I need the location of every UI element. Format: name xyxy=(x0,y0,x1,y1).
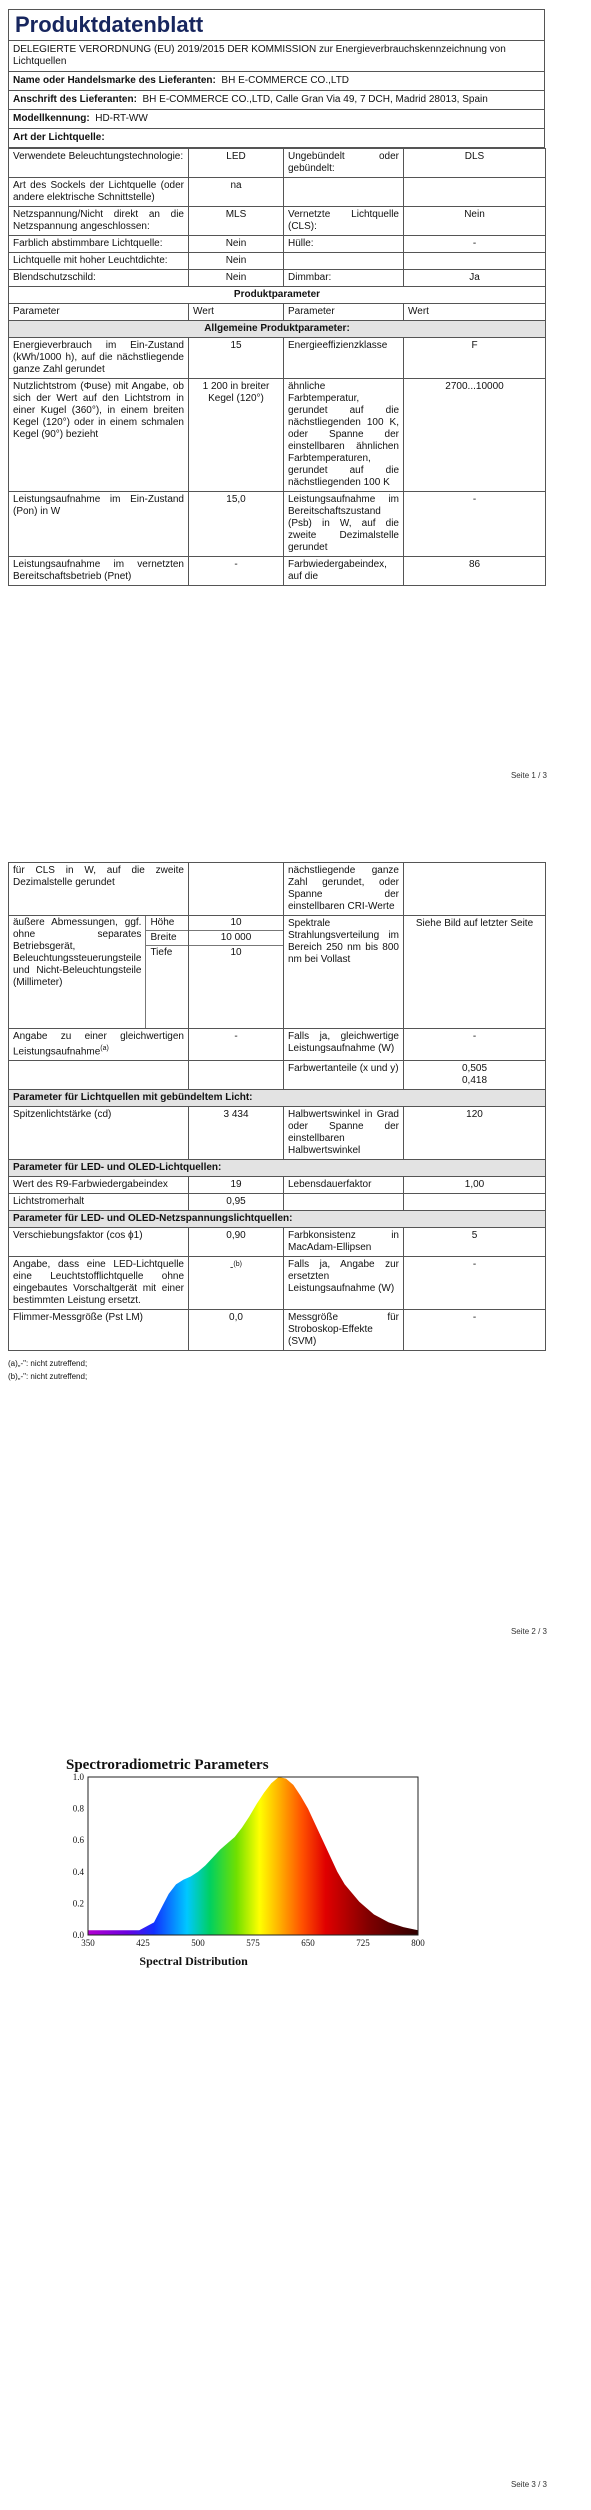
y-axis xyxy=(73,1772,85,1940)
page-1 xyxy=(0,0,591,780)
table-row xyxy=(9,287,546,304)
model-id: HD-RT-WW xyxy=(95,113,148,124)
param-label: Energieverbrauch im Ein-Zustand (kWh/1000 h), auf die nächstliegende ganze Zahl gerundet xyxy=(9,338,189,379)
light-source-type-heading: Art der Lichtquelle: xyxy=(8,129,545,148)
table-row xyxy=(9,178,546,207)
table-row xyxy=(9,1257,546,1310)
param-value: 0,95 xyxy=(189,1194,284,1211)
param-value: Nein xyxy=(189,236,284,253)
param-value: Ja xyxy=(404,270,546,287)
table-row xyxy=(9,863,546,916)
param-label: Lichtquelle mit hoher Leuchtdichte: xyxy=(9,253,189,270)
table-row xyxy=(9,338,546,379)
param-label: Blendschutzschild: xyxy=(9,270,189,287)
supplier-name-label: Name oder Handelsmarke des Lieferanten: xyxy=(13,75,216,86)
spectrum-area xyxy=(88,1777,418,1935)
param-label: Vernetzte Lichtquelle (CLS): xyxy=(284,207,404,236)
table-row xyxy=(9,207,546,236)
column-header: Parameter xyxy=(9,304,189,321)
chart-title: Spectroradiometric Parameters xyxy=(66,1757,269,1773)
led-heading: Parameter für LED- und OLED-Lichtquellen: xyxy=(9,1160,546,1177)
x-tick-label: 425 xyxy=(136,1938,150,1948)
y-tick-label: 0.8 xyxy=(72,1803,84,1814)
param-label: Angabe, dass eine LED-Lichtquelle eine Leuchtstofflichtquelle ohne eingebautes Vorschaltgerät mit einer bestimmten Leistung ersetzt. xyxy=(9,1257,189,1310)
dimension-value: 10 xyxy=(189,916,283,931)
directional-heading: Parameter für Lichtquellen mit gebündeltem Licht: xyxy=(9,1090,546,1107)
param-label: Netzspannung/Nicht direkt an die Netzspannung angeschlossen: xyxy=(9,207,189,236)
param-value: - xyxy=(404,1257,546,1310)
param-label: Wert des R9-Farbwiedergabeindex xyxy=(9,1177,189,1194)
supplier-address-row xyxy=(8,91,545,110)
param-label: nächstliegende ganze Zahl gerundet, oder Spanne der einstellbaren CRI-Werte xyxy=(284,863,404,916)
y-tick-label: 0.2 xyxy=(72,1898,84,1909)
dimensions-values xyxy=(189,916,283,1028)
address-label: Anschrift des Lieferanten: xyxy=(13,94,137,105)
param-value: Siehe Bild auf letzter Seite xyxy=(404,916,546,1029)
param-value: 15 xyxy=(189,338,284,379)
table-row xyxy=(9,149,546,178)
spectral-chart-svg xyxy=(58,1755,430,1975)
param-label: Leistungsaufnahme im vernetzten Bereitschaftsbetrieb (Pnet) xyxy=(9,557,189,586)
product-params-heading: Produktparameter xyxy=(9,287,546,304)
param-value: 3 434 xyxy=(189,1107,284,1160)
param-value: MLS xyxy=(189,207,284,236)
param-label: Art des Sockels der Lichtquelle (oder andere elektrische Schnittstelle) xyxy=(9,178,189,207)
param-label: Falls ja, gleichwertige Leistungsaufnahme (W) xyxy=(284,1029,404,1061)
x-tick-label: 500 xyxy=(191,1938,205,1948)
table-row xyxy=(9,1177,546,1194)
param-value: - xyxy=(404,492,546,557)
dimension-value: 10 xyxy=(230,947,242,958)
param-value: - xyxy=(404,1029,546,1061)
table-row xyxy=(9,1090,546,1107)
param-value: 86 xyxy=(404,557,546,586)
param-value: 2700...10000 xyxy=(404,379,546,492)
param-label: Nutzlichtstrom (Φuse) mit Angabe, ob sich der Wert auf den Lichtstrom in einer Kugel (360°), in einem breiten Kegel (120°) oder in einem schmalen Kegel (90°) bezieht xyxy=(9,379,189,492)
param-value xyxy=(189,1257,284,1310)
x-tick-label: 575 xyxy=(246,1938,260,1948)
column-header: Parameter xyxy=(284,304,404,321)
param-label: Verschiebungsfaktor (cos ϕ1) xyxy=(9,1228,189,1257)
param-value: 120 xyxy=(404,1107,546,1160)
footnote-a: (a)„-": nicht zutreffend; xyxy=(8,1359,88,1369)
general-params-heading: Allgemeine Produktparameter: xyxy=(9,321,546,338)
param-label: Spitzenlichtstärke (cd) xyxy=(9,1107,189,1160)
param-label xyxy=(284,253,404,270)
param-value: na xyxy=(189,178,284,207)
regulation-text: DELEGIERTE VERORDNUNG (EU) 2019/2015 DER KOMMISSION zur Energieverbrauchskennzeichnung von Lichtquellen xyxy=(8,40,545,72)
table-row xyxy=(9,557,546,586)
x-tick-label: 350 xyxy=(81,1938,95,1948)
document-title: Produktdatenblatt xyxy=(8,9,545,40)
page-number: Seite 2 / 3 xyxy=(510,1627,547,1636)
table-row xyxy=(9,1310,546,1351)
param-label: Ungebündelt oder gebündelt: xyxy=(284,149,404,178)
param-value: 19 xyxy=(189,1177,284,1194)
table-row xyxy=(9,1107,546,1160)
dimension-name: Tiefe xyxy=(146,946,188,1029)
param-label xyxy=(9,1029,189,1061)
param-value: F xyxy=(404,338,546,379)
param-value: Nein xyxy=(189,270,284,287)
chromaticity-y: 0,418 xyxy=(461,1075,488,1087)
param-label: für CLS in W, auf die zweite Dezimalstelle gerundet xyxy=(9,863,189,916)
dimension-name: Höhe xyxy=(146,916,188,931)
supplier-name-row xyxy=(8,72,545,91)
param-value: DLS xyxy=(404,149,546,178)
dimensions-label: äußere Abmessungen, ggf. ohne separates Betriebsgerät, Beleuchtungssteuerungsteile und Nicht-Beleuchtungsteile (Millimeter) xyxy=(9,916,146,1028)
param-value: - xyxy=(189,1029,284,1061)
param-value xyxy=(404,1061,546,1090)
supplier-address: BH E-COMMERCE CO.,LTD, Calle Gran Via 49, 7 DCH, Madrid 28013, Spain xyxy=(142,94,488,105)
dimension-value: 10 000 xyxy=(189,931,283,946)
table-row xyxy=(9,916,546,1029)
dimensions-cell xyxy=(9,916,189,1029)
param-label: Lichtstromerhalt xyxy=(9,1194,189,1211)
footnote-ref: (a) xyxy=(100,1045,109,1052)
table-row xyxy=(9,270,546,287)
table-row xyxy=(9,236,546,253)
param-value: Nein xyxy=(404,207,546,236)
x-tick-label: 725 xyxy=(356,1938,370,1948)
param-label: Messgröße für Stroboskop-Effekte (SVM) xyxy=(284,1310,404,1351)
table-row xyxy=(9,253,546,270)
param-label: Halbwertswinkel in Grad oder Spanne der einstellbaren Halbwertswinkel xyxy=(284,1107,404,1160)
table-row xyxy=(9,1061,546,1090)
page-number: Seite 1 / 3 xyxy=(510,771,547,780)
column-header: Wert xyxy=(189,304,284,321)
param-label: Farbwertanteile (x und y) xyxy=(284,1061,404,1090)
param-value xyxy=(404,178,546,207)
y-tick-label: 1.0 xyxy=(72,1772,84,1782)
param-label: Falls ja, Angabe zur ersetzten Leistungsaufnahme (W) xyxy=(284,1257,404,1310)
table-row xyxy=(9,1228,546,1257)
table-row xyxy=(9,1194,546,1211)
param-label: Leistungsaufnahme im Ein-Zustand (Pon) in W xyxy=(9,492,189,557)
replace-value: - xyxy=(230,1262,234,1274)
param-value xyxy=(404,253,546,270)
param-value: 5 xyxy=(404,1228,546,1257)
x-axis-label: Spectral Distribution xyxy=(139,1954,248,1968)
param-label: Dimmbar: xyxy=(284,270,404,287)
param-label: Farbkonsistenz in MacAdam-Ellipsen xyxy=(284,1228,404,1257)
spectral-chart xyxy=(58,1755,430,1975)
table-header-row xyxy=(9,304,546,321)
param-value: 0,0 xyxy=(189,1310,284,1351)
table-row xyxy=(9,379,546,492)
page-number: Seite 3 / 3 xyxy=(510,2480,547,2489)
x-axis xyxy=(81,1938,425,1948)
param-label: Energieeffizienzklasse xyxy=(284,338,404,379)
param-label: Flimmer-Messgröße (Pst LM) xyxy=(9,1310,189,1351)
param-label: ähnliche Farbtemperatur, gerundet auf die nächstliegenden 100 K, oder Spanne der einstellbaren ähnlichen Farbtemperaturen, gerundet auf die nächstliegenden 100 K xyxy=(284,379,404,492)
footnote-ref: (b) xyxy=(233,1261,242,1269)
footnote-b: (b)„-": nicht zutreffend; xyxy=(8,1372,88,1382)
param-label: Hülle: xyxy=(284,236,404,253)
param-label: Leistungsaufnahme im Bereitschaftszustand (Psb) in W, auf die zweite Dezimalstelle gerundet xyxy=(284,492,404,557)
column-header: Wert xyxy=(404,304,546,321)
y-tick-label: 0.4 xyxy=(72,1866,84,1877)
param-value: 1 200 in breiter Kegel (120°) xyxy=(189,379,284,492)
param-value: LED xyxy=(189,149,284,178)
param-value: 1,00 xyxy=(404,1177,546,1194)
dimension-name: Breite xyxy=(146,931,188,946)
dimensions-values-cell xyxy=(189,916,284,1029)
equiv-label: Angabe zu einer gleichwertigen Leistungsaufnahme xyxy=(13,1031,184,1058)
table-row xyxy=(9,1160,546,1177)
param-label: Verwendete Beleuchtungstechnologie: xyxy=(9,149,189,178)
table-row xyxy=(9,492,546,557)
x-tick-label: 800 xyxy=(411,1938,425,1948)
param-value: - xyxy=(404,1310,546,1351)
x-tick-label: 650 xyxy=(301,1938,315,1948)
page-2 xyxy=(0,862,591,1652)
model-label: Modellkennung: xyxy=(13,113,90,124)
param-label: Spektrale Strahlungsverteilung im Bereich 250 nm bis 800 nm bei Vollast xyxy=(284,916,404,1029)
y-tick-label: 0.0 xyxy=(72,1930,84,1940)
param-label: Lebensdauerfaktor xyxy=(284,1177,404,1194)
table-row xyxy=(9,321,546,338)
param-value: - xyxy=(404,236,546,253)
param-value: Nein xyxy=(189,253,284,270)
param-label: Farbwiedergabeindex, auf die xyxy=(284,557,404,586)
chromaticity-x: 0,505 xyxy=(461,1063,488,1075)
table-row xyxy=(9,1029,546,1061)
param-value: 15,0 xyxy=(189,492,284,557)
param-label xyxy=(284,178,404,207)
model-row xyxy=(8,110,545,129)
light-source-type-table xyxy=(8,148,546,586)
table-row xyxy=(9,1211,546,1228)
param-value: 0,90 xyxy=(189,1228,284,1257)
param-label: Farblich abstimmbare Lichtquelle: xyxy=(9,236,189,253)
supplier-name: BH E-COMMERCE CO.,LTD xyxy=(221,75,350,86)
param-value: - xyxy=(189,557,284,586)
y-tick-label: 0.6 xyxy=(72,1835,84,1846)
product-params-table-cont xyxy=(8,862,546,1351)
mains-heading: Parameter für LED- und OLED-Netzspannungslichtquellen: xyxy=(9,1211,546,1228)
dimensions-subtable xyxy=(9,916,188,1028)
